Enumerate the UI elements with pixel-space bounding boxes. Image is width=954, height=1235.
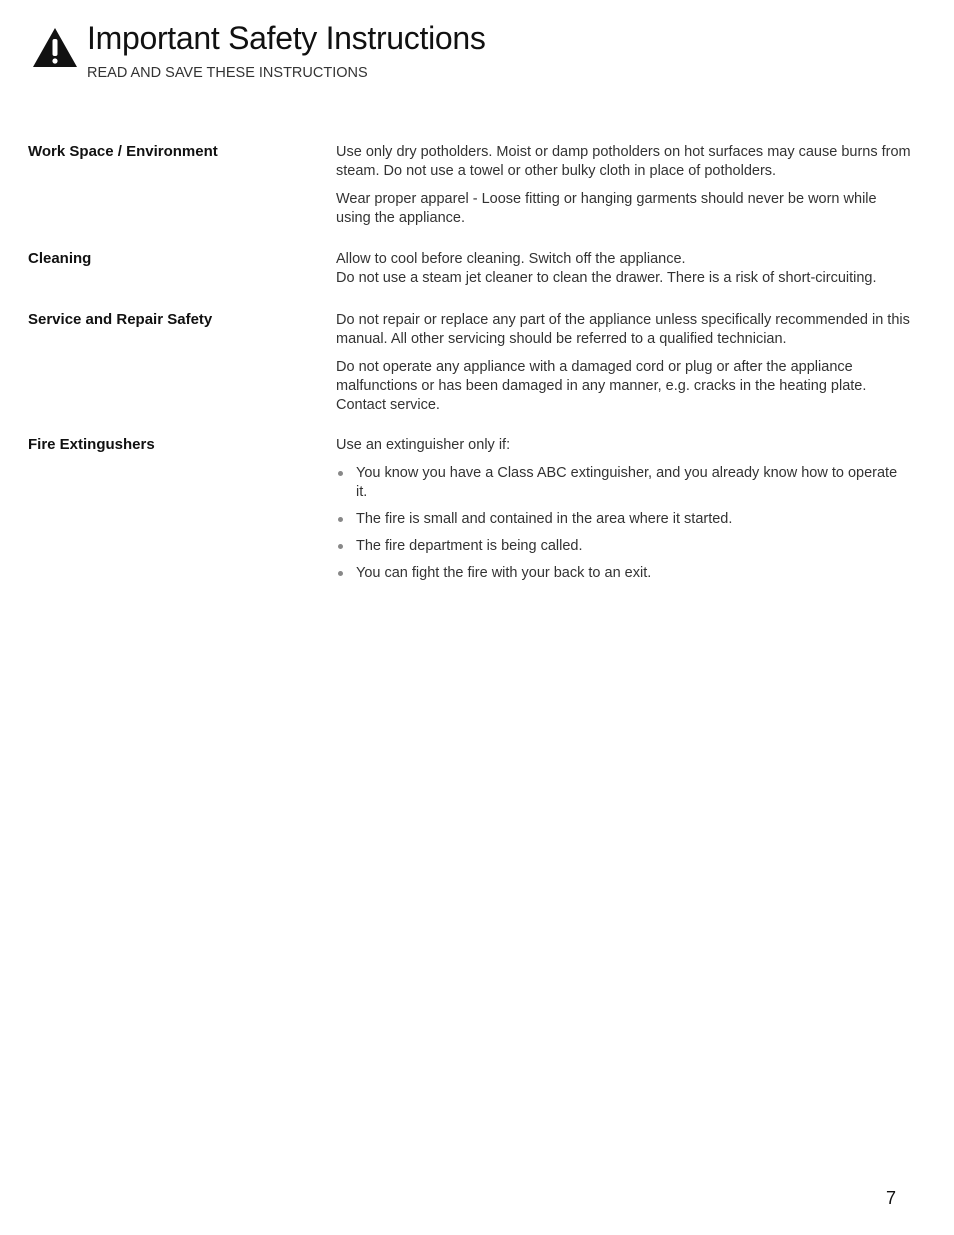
section-body xyxy=(336,143,911,237)
section-body xyxy=(336,436,911,591)
page-title: Important Safety Instructions xyxy=(87,20,486,56)
paragraph: Wear proper apparel - Loose fitting or hanging garments should never be worn while using the appliance. xyxy=(336,191,877,226)
bullet-icon xyxy=(338,544,343,549)
bullet-list xyxy=(336,464,911,583)
bullet-icon xyxy=(338,471,343,476)
paragraph: Use only dry potholders. Moist or damp potholders on hot surfaces may cause burns from steam. Do not use a towel or other bulky cloth in place of potholders. xyxy=(336,144,911,179)
section-body xyxy=(336,250,911,288)
bullet-icon xyxy=(338,571,343,576)
section-label: Fire Extingushers xyxy=(28,436,155,453)
paragraph-line: Allow to cool before cleaning. Switch off the appliance. xyxy=(336,251,686,267)
page-subtitle: READ AND SAVE THESE INSTRUCTIONS xyxy=(87,65,368,81)
section-label: Work Space / Environment xyxy=(28,143,218,160)
intro-text: Use an extinguisher only if: xyxy=(336,437,511,453)
warning-triangle-icon xyxy=(32,27,78,68)
paragraph: Do not repair or replace any part of the appliance unless specifically recommended in this manual. All other servicing should be referred to a qualified technician. xyxy=(336,312,910,347)
list-item: The fire is small and contained in the area where it started. xyxy=(336,510,911,529)
list-item: You can fight the fire with your back to an exit. xyxy=(336,564,911,583)
paragraph: Do not operate any appliance with a damaged cord or plug or after the appliance malfunctions or has been damaged in any manner, e.g. cracks in the heating plate. Contact service. xyxy=(336,359,867,413)
paragraph-line: Do not use a steam jet cleaner to clean the drawer. There is a risk of short-circuiting. xyxy=(336,270,877,286)
bullet-icon xyxy=(338,517,343,522)
section-label: Cleaning xyxy=(28,250,92,267)
list-item: The fire department is being called. xyxy=(336,537,911,556)
section-body xyxy=(336,311,911,424)
list-item: You know you have a Class ABC extinguisher, and you already know how to operate it. xyxy=(336,464,911,502)
section-label: Service and Repair Safety xyxy=(28,311,213,328)
page-number: 7 xyxy=(885,1188,896,1208)
page-header xyxy=(0,0,954,100)
